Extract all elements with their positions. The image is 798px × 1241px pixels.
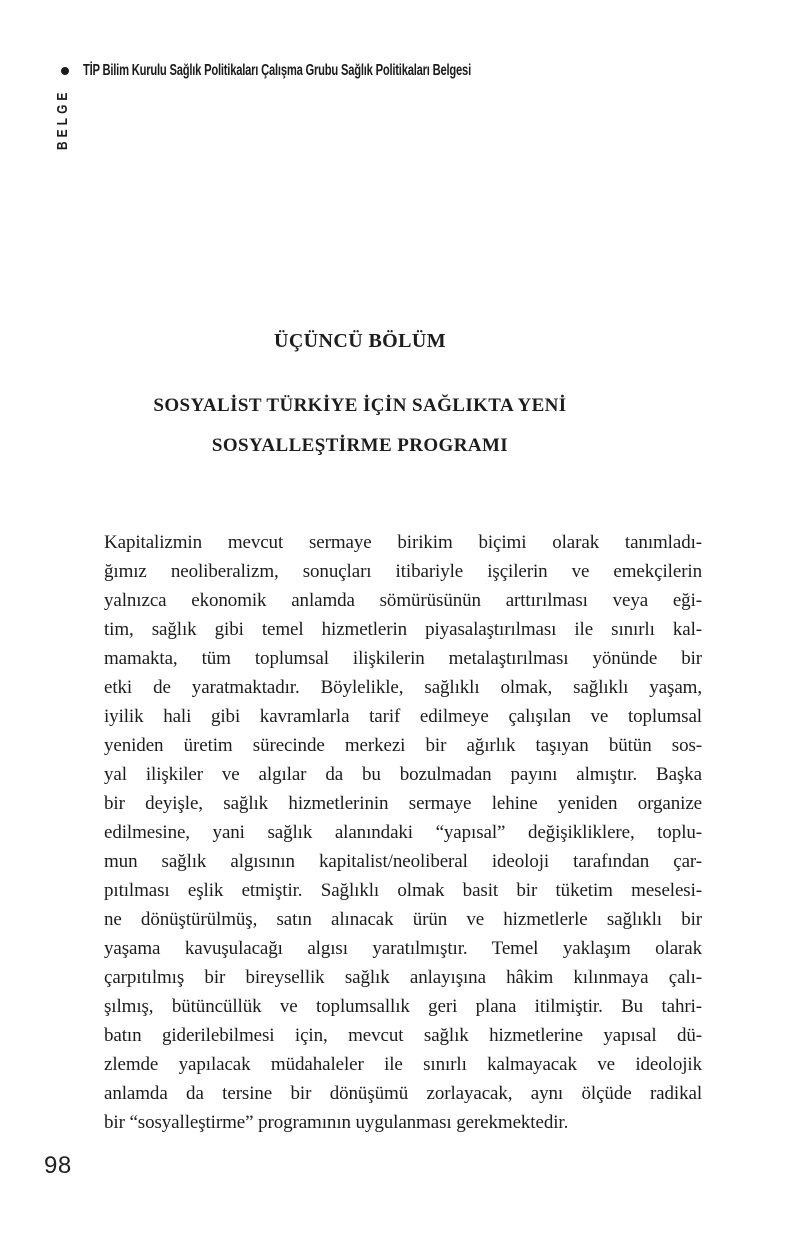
body-line: yal ilişkiler ve algılar da bu bozulmadan payını almıştır. Başka [104, 764, 702, 785]
body-line: ğımız neoliberalizm, sonuçları itibariyle işçilerin ve emekçilerin [104, 561, 702, 582]
side-label-belge: BELGE [55, 88, 71, 150]
body-line: yalnızca ekonomik anlamda sömürüsünün arttırılması veya eği- [104, 590, 702, 611]
bullet-icon [61, 67, 69, 75]
chapter-title-line-2: SOSYALLEŞTİRME PROGRAMI [211, 435, 509, 456]
body-line: iyilik hali gibi kavramlarla tarif edilmeye çalışılan ve toplumsal [104, 706, 702, 727]
body-line: mamakta, tüm toplumsal ilişkilerin metalaştırılması yönünde bir [104, 648, 702, 669]
running-header [61, 62, 637, 80]
body-line: batın giderilebilmesi için, mevcut sağlık hizmetlerine yapısal dü- [104, 1025, 702, 1046]
body-line: ne dönüştürülmüş, satın alınacak ürün ve hizmetlerle sağlıklı bir [104, 909, 702, 930]
body-line: edilmesine, yani sağlık alanındaki “yapısal” değişikliklere, toplu- [104, 822, 702, 843]
body-line: yaşama kavuşulacağı algısı yaratılmıştır. Temel yaklaşım olarak [104, 938, 702, 959]
chapter-kicker: ÜÇÜNCÜ BÖLÜM [273, 330, 447, 352]
body-line: Kapitalizmin mevcut sermaye birikim biçimi olarak tanımladı- [104, 532, 702, 553]
body-line: bir “sosyalleştirme” programının uygulanması gerekmektedir. [104, 1112, 569, 1133]
body-line: zlemde yapılacak müdahaleler ile sınırlı kalmayacak ve ideolojik [104, 1054, 702, 1075]
chapter-title [60, 386, 660, 466]
body-line: mun sağlık algısının kapitalist/neoliberal ideoloji tarafından çar- [104, 851, 702, 872]
body-line: tim, sağlık gibi temel hizmetlerin piyasalaştırılması ile sınırlı kal- [104, 619, 702, 640]
body-line: pıtılması eşlik etmiştir. Sağlıklı olmak basit bir tüketim meselesi- [104, 880, 702, 901]
body-line: etki de yaratmaktadır. Böylelikle, sağlıklı olmak, sağlıklı yaşam, [104, 677, 702, 698]
body-line: yeniden üretim sürecinde merkezi bir ağırlık taşıyan bütün sos- [104, 735, 702, 756]
running-header-text: TİP Bilim Kurulu Sağlık Politikaları Çalışma Grubu Sağlık Politikaları Belgesi [83, 62, 471, 79]
body-line: şılmış, bütüncüllük ve toplumsallık geri plana itilmiştir. Bu tahri- [104, 996, 702, 1017]
body-paragraph [104, 528, 702, 1137]
body-line: anlamda da tersine bir dönüşümü zorlayacak, aynı ölçüde radikal [104, 1083, 702, 1104]
body-line: çarpıtılmış bir bireysellik sağlık anlayışına hâkim kılınmaya çalı- [104, 967, 702, 988]
body-line: bir deyişle, sağlık hizmetlerinin sermaye lehine yeniden organize [104, 793, 702, 814]
page-number: 98 [44, 1152, 72, 1179]
chapter-title-line-1: SOSYALİST TÜRKİYE İÇİN SAĞLIKTA YENİ [153, 395, 567, 416]
